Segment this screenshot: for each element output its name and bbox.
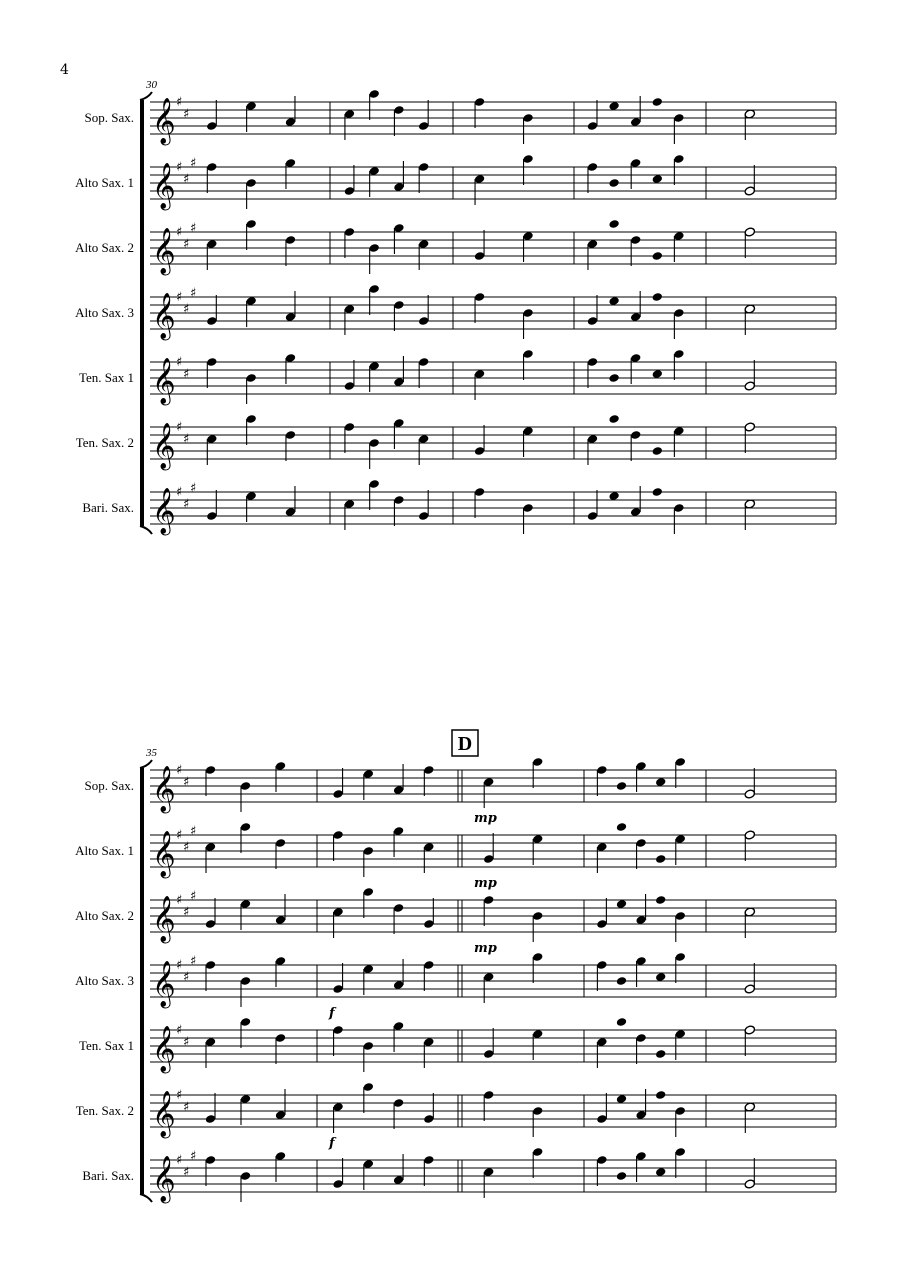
treble-clef-icon: 𝄞: [152, 766, 176, 812]
measure-number: 35: [146, 747, 157, 759]
sharp-icon: ♯: [183, 367, 190, 382]
note-head: [608, 296, 619, 306]
sharp-icon: ♯: [183, 905, 190, 920]
note-head: [655, 972, 666, 982]
system-bracket: [140, 768, 144, 1194]
page-number: 4: [60, 62, 69, 78]
sharp-icon: ♯: [176, 290, 183, 305]
instrument-label: Ten. Sax 1: [78, 1038, 134, 1053]
dynamic-marking: f: [329, 1006, 335, 1021]
note-head: [652, 369, 663, 379]
sharp-icon: ♯: [176, 1023, 183, 1038]
dynamic-marking: mp: [474, 811, 497, 826]
sharp-icon: ♯: [183, 840, 190, 855]
note-head: [608, 491, 619, 501]
sharp-icon: ♯: [190, 156, 197, 171]
sharp-icon: ♯: [183, 1165, 190, 1180]
treble-clef-icon: 𝄞: [152, 163, 176, 209]
bracket-top-hook: [140, 92, 152, 100]
instrument-label: Bari. Sax.: [82, 1168, 134, 1183]
treble-clef-icon: 𝄞: [152, 423, 176, 469]
sharp-icon: ♯: [190, 481, 197, 496]
instrument-label: Alto Sax. 3: [75, 305, 134, 320]
instrument-label: Alto Sax. 1: [75, 175, 134, 190]
sharp-icon: ♯: [176, 958, 183, 973]
note-head: [655, 854, 666, 864]
instrument-label: Alto Sax. 3: [75, 973, 134, 988]
instrument-label: Alto Sax. 2: [75, 908, 134, 923]
note-head: [616, 1171, 627, 1181]
sharp-icon: ♯: [183, 1100, 190, 1115]
instrument-label: Sop. Sax.: [84, 778, 134, 793]
note-head: [616, 1017, 627, 1027]
note-head: [608, 219, 619, 229]
instrument-label: Ten. Sax 1: [78, 370, 134, 385]
sharp-icon: ♯: [176, 893, 183, 908]
note-head: [616, 822, 627, 832]
sharp-icon: ♯: [190, 286, 197, 301]
instrument-label: Sop. Sax.: [84, 110, 134, 125]
instrument-label: Bari. Sax.: [82, 500, 134, 515]
sharp-icon: ♯: [183, 970, 190, 985]
sharp-icon: ♯: [190, 954, 197, 969]
sharp-icon: ♯: [183, 237, 190, 252]
sharp-icon: ♯: [183, 302, 190, 317]
sharp-icon: ♯: [183, 107, 190, 122]
sharp-icon: ♯: [176, 763, 183, 778]
note-head: [616, 976, 627, 986]
note-head: [608, 101, 619, 111]
note-head: [655, 1090, 666, 1100]
sharp-icon: ♯: [190, 221, 197, 236]
instrument-label: Ten. Sax. 2: [75, 1103, 134, 1118]
dynamic-marking: mp: [474, 941, 497, 956]
treble-clef-icon: 𝄞: [152, 1091, 176, 1137]
sharp-icon: ♯: [190, 889, 197, 904]
sharp-icon: ♯: [183, 1035, 190, 1050]
note-head: [652, 487, 663, 497]
sharp-icon: ♯: [176, 828, 183, 843]
sharp-icon: ♯: [183, 775, 190, 790]
note-head: [616, 1094, 627, 1104]
sharp-icon: ♯: [176, 485, 183, 500]
note-head: [652, 251, 663, 261]
treble-clef-icon: 𝄞: [152, 293, 176, 339]
note-head: [608, 414, 619, 424]
note-head: [608, 178, 619, 188]
sharp-icon: ♯: [183, 497, 190, 512]
note-head: [655, 895, 666, 905]
treble-clef-icon: 𝄞: [152, 1156, 176, 1202]
sharp-icon: ♯: [183, 172, 190, 187]
sharp-icon: ♯: [176, 1153, 183, 1168]
sharp-icon: ♯: [176, 355, 183, 370]
sharp-icon: ♯: [176, 225, 183, 240]
treble-clef-icon: 𝄞: [152, 961, 176, 1007]
sharp-icon: ♯: [176, 95, 183, 110]
treble-clef-icon: 𝄞: [152, 896, 176, 942]
treble-clef-icon: 𝄞: [152, 831, 176, 877]
sharp-icon: ♯: [183, 432, 190, 447]
note-head: [652, 446, 663, 456]
note-head: [652, 292, 663, 302]
bracket-bottom-hook: [140, 1194, 152, 1202]
treble-clef-icon: 𝄞: [152, 228, 176, 274]
dynamic-marking: f: [329, 1136, 335, 1151]
note-head: [652, 97, 663, 107]
sharp-icon: ♯: [190, 824, 197, 839]
sharp-icon: ♯: [176, 420, 183, 435]
treble-clef-icon: 𝄞: [152, 358, 176, 404]
treble-clef-icon: 𝄞: [152, 488, 176, 534]
system-bracket: [140, 100, 144, 526]
rehearsal-mark: D: [457, 733, 473, 755]
note-head: [652, 174, 663, 184]
sharp-icon: ♯: [176, 160, 183, 175]
note-head: [655, 1049, 666, 1059]
note-head: [616, 781, 627, 791]
note-head: [616, 899, 627, 909]
instrument-label: Alto Sax. 1: [75, 843, 134, 858]
sharp-icon: ♯: [190, 1149, 197, 1164]
treble-clef-icon: 𝄞: [152, 98, 176, 144]
dynamic-marking: mp: [474, 876, 497, 891]
measure-number: 30: [146, 79, 157, 91]
note-head: [655, 1167, 666, 1177]
treble-clef-icon: 𝄞: [152, 1026, 176, 1072]
bracket-top-hook: [140, 760, 152, 768]
bracket-bottom-hook: [140, 526, 152, 534]
sharp-icon: ♯: [176, 1088, 183, 1103]
instrument-label: Alto Sax. 2: [75, 240, 134, 255]
note-head: [608, 373, 619, 383]
note-head: [655, 777, 666, 787]
instrument-label: Ten. Sax. 2: [75, 435, 134, 450]
